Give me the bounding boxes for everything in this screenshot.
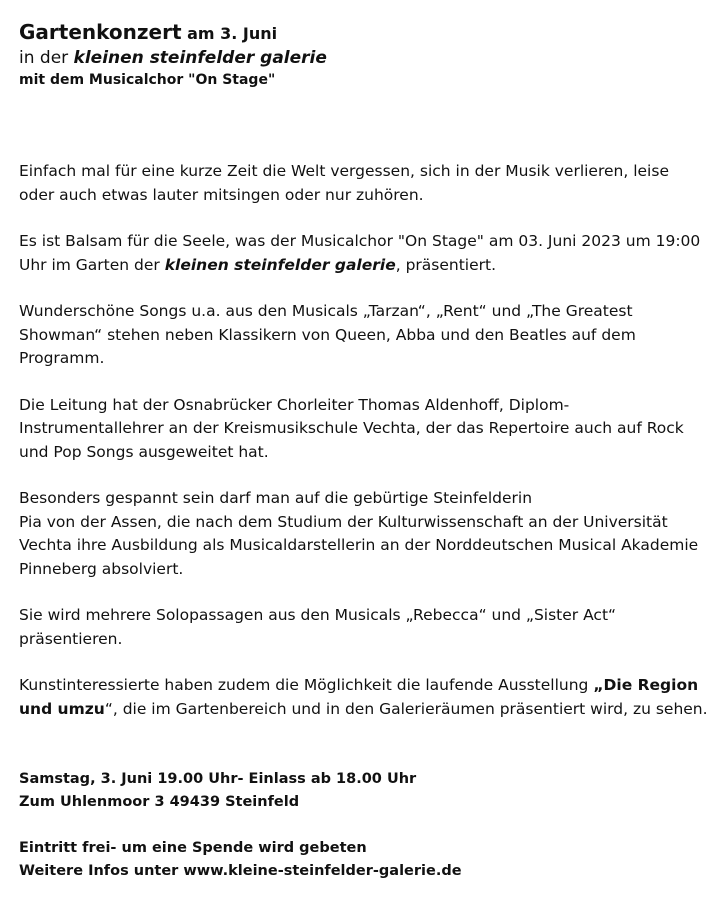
paragraph-concert (19, 230, 709, 277)
venue-line (19, 46, 709, 70)
title-date: am 3. Juni (181, 24, 278, 43)
event-info-block (19, 768, 709, 814)
entry-info-block (19, 837, 709, 883)
subtitle: mit dem Musicalchor "On Stage" (19, 72, 276, 88)
event-time: Samstag, 3. Juni 19.00 Uhr- Einlass ab 18.00 Uhr (19, 771, 417, 787)
paragraph-exhibition-end: “, die im Gartenbereich und in den Galerieräumen präsentiert wird, zu sehen. (104, 699, 708, 718)
paragraph-soloist (19, 487, 709, 581)
paragraph-soloist-line1: Besonders gespannt sein darf man auf die gebürtige Steinfelderin (19, 489, 533, 507)
paragraph-exhibition (19, 674, 709, 721)
exhibition-title: „Die Region und umzu (19, 676, 699, 718)
page-title (19, 18, 709, 46)
paragraph-concert-text: Es ist Balsam für die Seele, was der Musicalchor "On Stage" am 03. Juni 2023 um 19:00 Uhr im Garten der (19, 232, 701, 274)
event-details (19, 768, 709, 906)
paragraph-concert-end: , präsentiert. (395, 255, 497, 274)
paragraph-songs: Wunderschöne Songs u.a. aus den Musicals „Tarzan“, „Rent“ und „The Greatest Showman“ stehen neben Klassikern von Queen, Abba und den Beatles auf dem Programm. (19, 302, 636, 367)
article-body (19, 160, 709, 744)
paragraph-soloist-rest: Pia von der Assen, die nach dem Studium der Kulturwissenschaft an der Universität Vechta ihre Ausbildung als Musicaldarstellerin an der Norddeutschen Musical Akademie Pinneberg absolviert. (19, 512, 699, 578)
title-text: Gartenkonzert (19, 20, 182, 44)
venue-prefix: in der (19, 48, 74, 68)
gallery-name-inline: kleinen steinfelder galerie (164, 255, 396, 274)
paragraph-intro: Einfach mal für eine kurze Zeit die Welt vergessen, sich in der Musik verlieren, leise oder auch etwas lauter mitsingen oder nur zuhören. (19, 162, 669, 204)
venue-name: kleinen steinfelder galerie (73, 48, 327, 68)
event-address: Zum Uhlenmoor 3 49439 Steinfeld (19, 794, 300, 810)
website-info: Weitere Infos unter www.kleine-steinfelder-galerie.de (19, 863, 462, 879)
flyer-page (19, 18, 709, 879)
paragraph-exhibition-text: Kunstinteressierte haben zudem die Möglichkeit die laufende Ausstellung (19, 676, 594, 694)
paragraph-leader: Die Leitung hat der Osnabrücker Chorleiter Thomas Aldenhoff, Diplom-Instrumentallehrer an der Kreismusikschule Vechta, der das Repertoire auch auf Rock und Pop Songs ausgeweitet hat. (19, 395, 684, 461)
paragraph-solos: Sie wird mehrere Solopassagen aus den Musicals „Rebecca“ und „Sister Act“ präsentieren. (19, 606, 617, 648)
entry-note: Eintritt frei- um eine Spende wird gebeten (19, 840, 367, 856)
